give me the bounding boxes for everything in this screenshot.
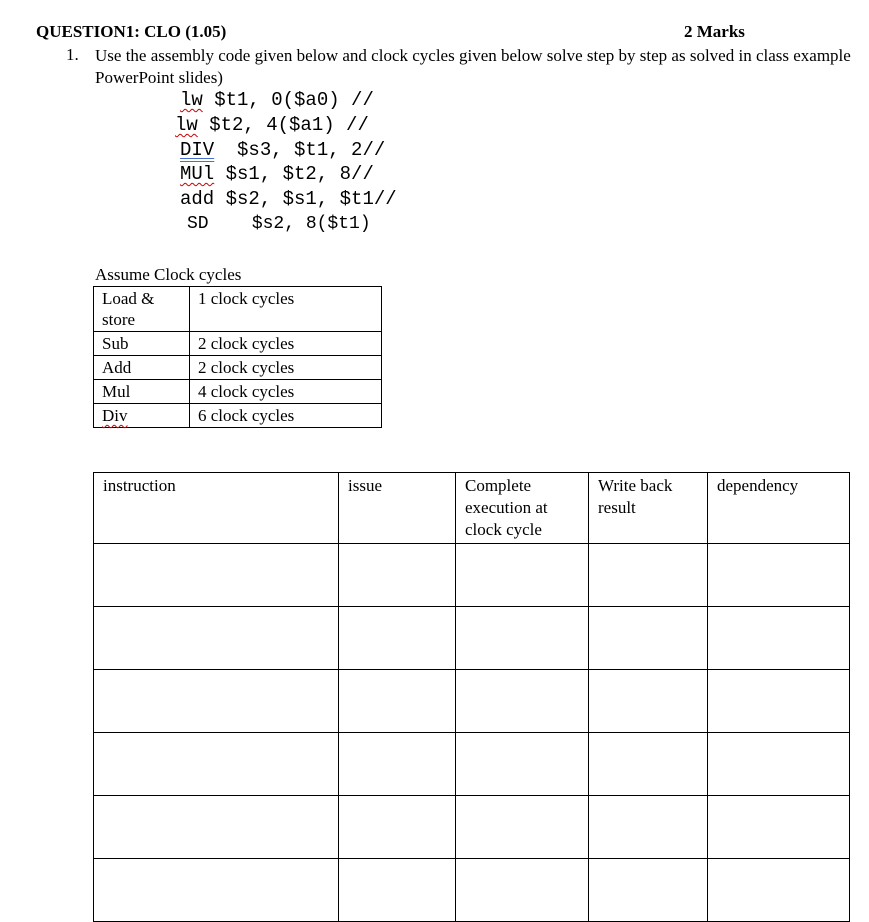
table-cell [708,796,850,859]
table-cell [589,607,708,670]
table-cell [94,607,339,670]
table-row [94,796,850,859]
code-op: lw [175,114,198,136]
table-row [94,859,850,922]
code-line [180,163,374,185]
table-cell [94,733,339,796]
table-cell [589,796,708,859]
answer-table [93,472,850,922]
code-op: add [180,188,215,210]
table-cell-text: Div [102,406,128,425]
table-cell [339,796,456,859]
table-cell [339,607,456,670]
code-line [180,188,397,210]
table-cell: Mul [94,380,190,404]
code-line [180,139,385,161]
column-header: instruction [94,473,339,544]
table-row [94,544,850,607]
table-header-row [94,473,850,544]
table-row [94,404,382,428]
clock-cycles-table [93,286,382,428]
column-header: Write back result [589,473,708,544]
code-op: lw [180,89,203,111]
code-op: SD [187,214,209,234]
code-args: $s2, $s1, $t1// [214,188,397,210]
table-cell [94,670,339,733]
code-args: $t2, 4($a1) // [197,114,369,136]
table-cell [456,670,589,733]
table-cell [708,544,850,607]
code-line [175,114,369,136]
column-header: dependency [708,473,850,544]
table-cell [94,859,339,922]
column-header: Complete execution at clock cycle [456,473,589,544]
question-marks: 2 Marks [684,22,745,41]
code-op: DIV [180,139,215,161]
table-cell: 4 clock cycles [190,380,382,404]
table-row [94,287,382,332]
table-cell [94,796,339,859]
code-line [180,89,374,111]
table-cell [456,796,589,859]
code-args: $t1, 0($a0) // [202,89,374,111]
table-row [94,356,382,380]
table-cell [339,859,456,922]
table-cell [339,733,456,796]
table-cell: Load & store [94,287,190,332]
table-cell [339,544,456,607]
table-cell: 1 clock cycles [190,287,382,332]
table-cell [708,670,850,733]
table-cell [589,733,708,796]
table-cell [339,670,456,733]
table-cell [456,859,589,922]
clock-table-caption: Assume Clock cycles [95,265,242,284]
table-cell: Sub [94,332,190,356]
table-cell [589,544,708,607]
table-cell [708,733,850,796]
table-cell [94,544,339,607]
table-row [94,332,382,356]
table-cell: 2 clock cycles [190,356,382,380]
table-cell [94,404,190,428]
table-cell [456,733,589,796]
column-header: issue [339,473,456,544]
table-cell [589,859,708,922]
code-op: MUl [180,163,215,185]
table-cell [589,670,708,733]
code-args: $s1, $t2, 8// [214,163,374,185]
table-cell [708,607,850,670]
table-row [94,380,382,404]
question-title: QUESTION1: CLO (1.05) [36,22,227,41]
table-cell: 6 clock cycles [190,404,382,428]
table-row [94,670,850,733]
question-text: Use the assembly code given below and clock cycles given below solve step by step as solved in class example PowerPoint slides) [95,46,851,87]
table-cell: Add [94,356,190,380]
question-number: 1. [66,45,79,64]
table-cell [456,544,589,607]
code-args: $s3, $t1, 2// [214,139,386,161]
code-args: $s2, 8($t1) [208,214,371,234]
code-line [187,213,371,235]
table-cell [456,607,589,670]
table-row [94,607,850,670]
table-row [94,733,850,796]
table-cell [708,859,850,922]
table-cell: 2 clock cycles [190,332,382,356]
